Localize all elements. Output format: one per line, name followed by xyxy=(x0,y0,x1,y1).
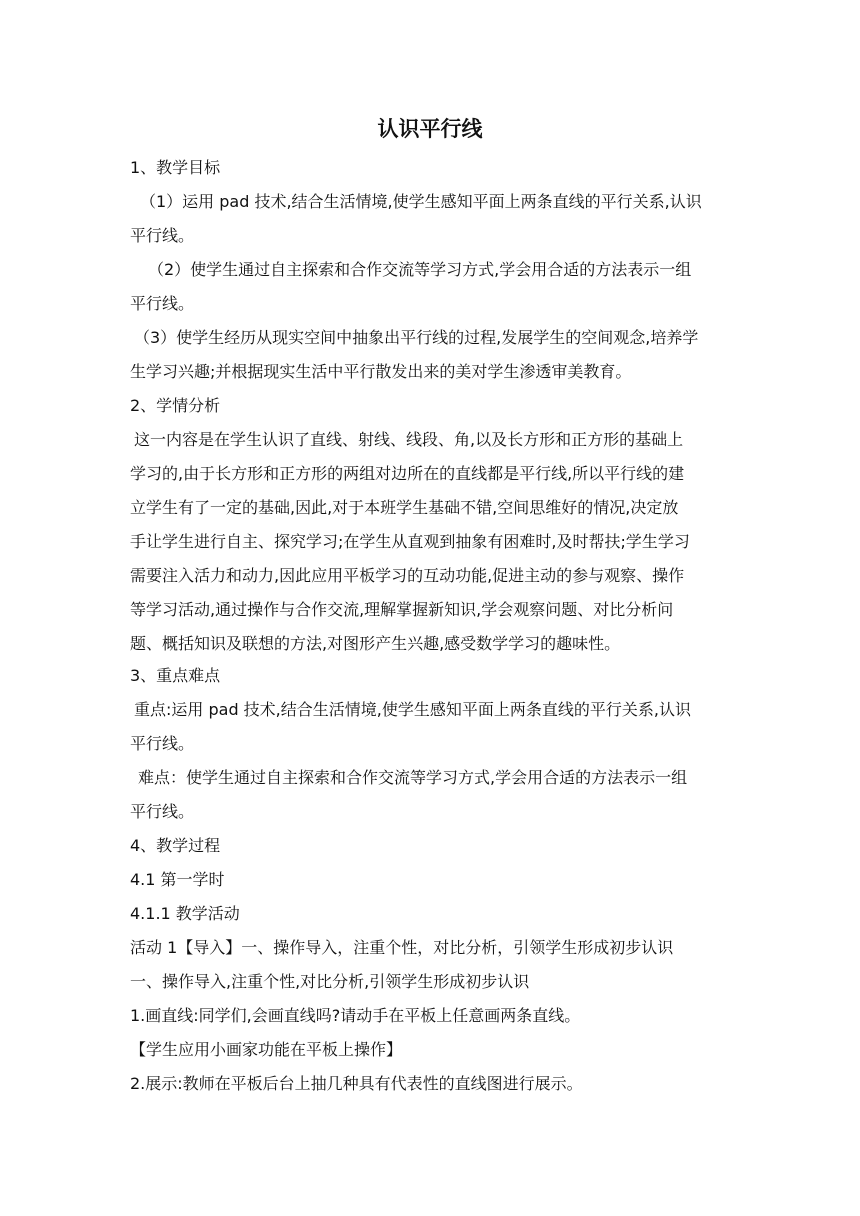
key-point-line-2: 平行线。 xyxy=(130,734,195,753)
subheading-teaching-activities: 4.1.1 教学活动 xyxy=(130,904,240,923)
activity-1-step-2: 2.展示:教师在平板后台上抽几种具有代表性的直线图进行展示。 xyxy=(130,1074,583,1093)
objective-1-line-2: 平行线。 xyxy=(130,226,195,245)
heading-teaching-process: 4、教学过程 xyxy=(130,836,221,855)
activity-1-step-1: 1.画直线:同学们,会画直线吗?请动手在平板上任意画两条直线。 xyxy=(130,1006,581,1025)
heading-key-points: 3、重点难点 xyxy=(130,666,221,685)
analysis-line-5: 需要注入活力和动力,因此应用平板学习的互动功能,促进主动的参与观察、操作 xyxy=(130,566,685,585)
analysis-line-1: 这一内容是在学生认识了直线、射线、线段、角,以及长方形和正方形的基础上 xyxy=(134,430,684,449)
heading-learning-analysis: 2、学情分析 xyxy=(130,396,221,415)
objective-1-line-1: （1）运用 pad 技术,结合生活情境,使学生感知平面上两条直线的平行关系,认识 xyxy=(140,192,702,211)
heading-teaching-objectives: 1、教学目标 xyxy=(130,158,221,177)
analysis-line-2: 学习的,由于长方形和正方形的两组对边所在的直线都是平行线,所以平行线的建 xyxy=(130,464,685,483)
objective-2-line-1: （2）使学生通过自主探索和合作交流等学习方式,学会用合适的方法表示一组 xyxy=(148,260,692,279)
subheading-first-period: 4.1 第一学时 xyxy=(130,870,225,889)
difficulty-line-2: 平行线。 xyxy=(130,802,195,821)
analysis-line-4: 手让学生进行自主、探究学习;在学生从直观到抽象有困难时,及时帮扶;学生学习 xyxy=(130,532,690,551)
activity-1-step-heading: 一、操作导入,注重个性,对比分析,引领学生形成初步认识 xyxy=(130,972,530,991)
objective-3-line-2: 生学习兴趣;并根据现实生活中平行散发出来的美对学生渗透审美教育。 xyxy=(130,362,632,381)
document-title: 认识平行线 xyxy=(377,117,483,141)
activity-1-student-note: 【学生应用小画家功能在平板上操作】 xyxy=(130,1040,403,1059)
activity-1-title: 活动 1【导入】一、操作导入，注重个性，对比分析，引领学生形成初步认识 xyxy=(130,938,674,957)
difficulty-line-1: 难点：使学生通过自主探索和合作交流等学习方式,学会用合适的方法表示一组 xyxy=(138,768,688,787)
analysis-line-7: 题、概括知识及联想的方法,对图形产生兴趣,感受数学学习的趣味性。 xyxy=(130,634,621,653)
key-point-line-1: 重点:运用 pad 技术,结合生活情境,使学生感知平面上两条直线的平行关系,认识 xyxy=(134,700,691,719)
objective-2-line-2: 平行线。 xyxy=(130,294,195,313)
analysis-line-6: 等学习活动,通过操作与合作交流,理解掌握新知识,学会观察问题、对比分析问 xyxy=(130,600,674,619)
analysis-line-3: 立学生有了一定的基础,因此,对于本班学生基础不错,空间思维好的情况,决定放 xyxy=(130,498,679,517)
objective-3-line-1: （3）使学生经历从现实空间中抽象出平行线的过程,发展学生的空间观念,培养学 xyxy=(134,328,699,347)
